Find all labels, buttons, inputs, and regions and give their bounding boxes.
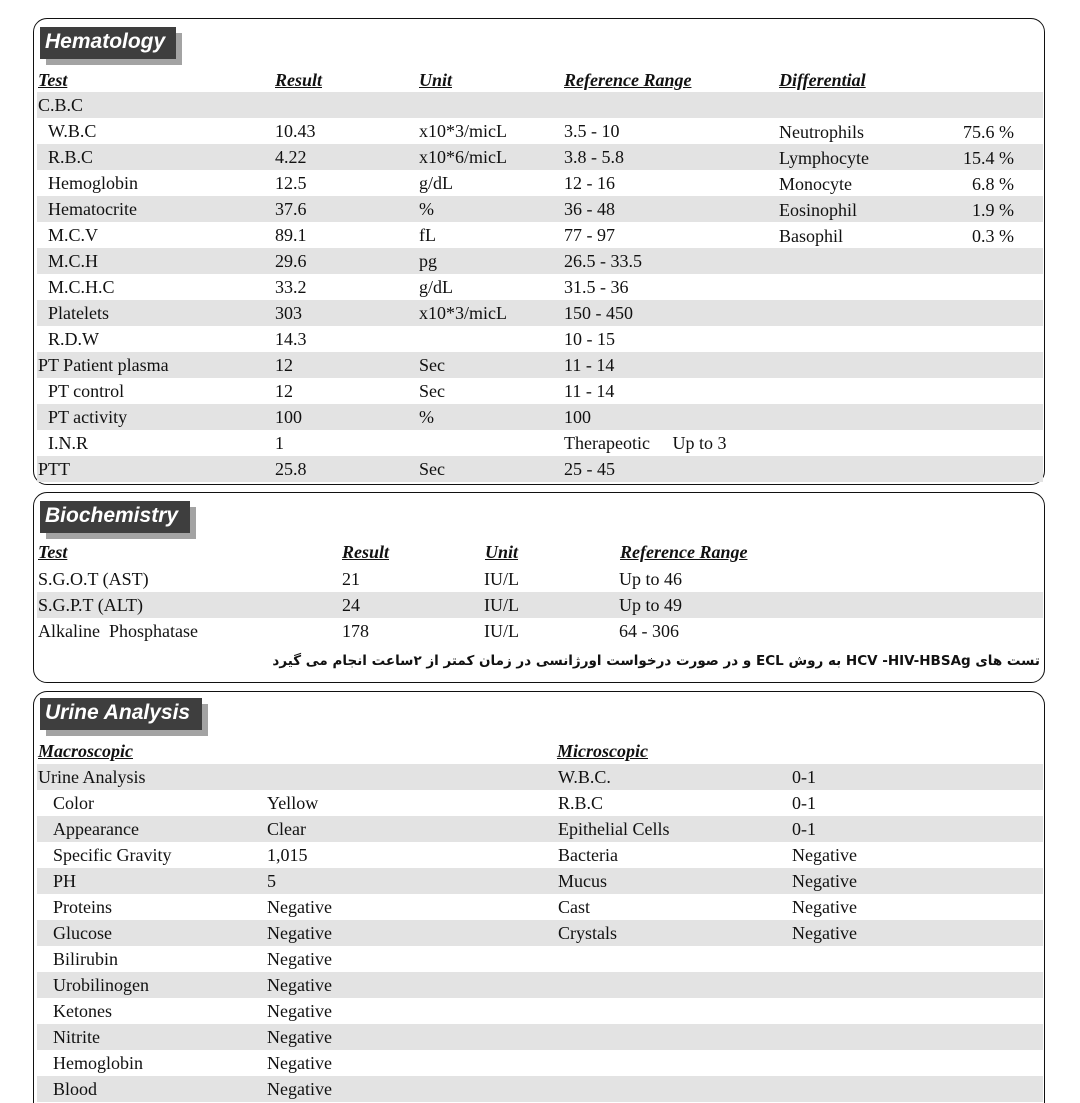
micro-name: W.B.C. [558, 767, 611, 787]
test-name: S.G.O.T (AST) [38, 569, 149, 589]
test-result: 1 [275, 433, 284, 453]
test-name: M.C.V [48, 225, 99, 245]
test-result: 10.43 [275, 121, 316, 141]
test-result: 12 [275, 381, 293, 401]
test-name: C.B.C [38, 95, 84, 115]
test-name: W.B.C [48, 121, 97, 141]
test-result: 25.8 [275, 459, 307, 479]
differential-name: Monocyte [779, 174, 852, 194]
test-unit: x10*6/micL [419, 147, 507, 167]
hematology-header-range: Reference Range [564, 70, 692, 90]
test-result: 100 [275, 407, 302, 427]
micro-value: Negative [792, 871, 857, 891]
differential-name: Lymphocyte [779, 148, 869, 168]
test-unit: pg [419, 251, 437, 271]
hematology-row [37, 352, 1043, 378]
macro-name: Glucose [53, 923, 112, 943]
macro-value: Negative [267, 1079, 332, 1099]
differential-name: Eosinophil [779, 200, 858, 220]
biochemistry-section [33, 492, 1045, 683]
macro-value: Negative [267, 1027, 332, 1047]
urine-header-microscopic: Microscopic [557, 741, 648, 761]
hematology-row [37, 430, 1043, 456]
test-unit: fL [419, 225, 436, 245]
test-result: 89.1 [275, 225, 307, 245]
test-range: 12 - 16 [564, 173, 615, 193]
test-unit: x10*3/micL [419, 121, 507, 141]
test-range: Therapeotic Up to 3 [564, 433, 727, 453]
hematology-row [37, 222, 1043, 248]
test-result: 14.3 [275, 329, 307, 349]
macro-name: Urine Analysis [38, 767, 146, 787]
test-result: 12 [275, 355, 293, 375]
biochemistry-header-range: Reference Range [620, 542, 748, 562]
test-range: 11 - 14 [564, 355, 615, 375]
hematology-header-result: Result [275, 70, 323, 90]
test-name: Platelets [48, 303, 109, 323]
hematology-row [37, 248, 1043, 274]
micro-value: 0-1 [792, 793, 816, 813]
test-name: S.G.P.T (ALT) [38, 595, 144, 615]
differential-value: 6.8 % [972, 174, 1014, 194]
macro-name: Ketones [53, 1001, 112, 1021]
test-range: Up to 49 [619, 595, 682, 615]
macro-name: Bilirubin [53, 949, 119, 969]
test-name: Hematocrite [48, 199, 137, 219]
test-result: 12.5 [275, 173, 307, 193]
macro-value: Negative [267, 1053, 332, 1073]
urine-row [37, 920, 1043, 946]
macro-value: 1,015 [267, 845, 308, 865]
test-result: 303 [275, 303, 302, 323]
test-range: 77 - 97 [564, 225, 615, 245]
test-range: 26.5 - 33.5 [564, 251, 642, 271]
test-result: 29.6 [275, 251, 307, 271]
urine-row [37, 946, 1043, 972]
urine-title: Urine Analysis [40, 698, 202, 730]
micro-value: 0-1 [792, 819, 816, 839]
urine-title-badge [40, 698, 202, 730]
differential-value: 15.4 % [963, 148, 1014, 168]
hematology-row [37, 92, 1043, 118]
macro-value: 5 [267, 871, 276, 891]
test-range: 11 - 14 [564, 381, 615, 401]
test-name: Hemoglobin [48, 173, 138, 193]
hematology-row [37, 326, 1043, 352]
hematology-row [37, 196, 1043, 222]
macro-value: Yellow [267, 793, 319, 813]
differential-name: Basophil [779, 226, 844, 246]
macro-value: Negative [267, 975, 332, 995]
test-range: 36 - 48 [564, 199, 615, 219]
hematology-title-badge [40, 27, 176, 59]
hematology-header-test: Test [38, 70, 68, 90]
test-name: PT activity [48, 407, 128, 427]
test-range: 3.8 - 5.8 [564, 147, 624, 167]
biochemistry-header-test: Test [38, 542, 68, 562]
macro-value: Negative [267, 1001, 332, 1021]
hematology-row [37, 300, 1043, 326]
urine-analysis-section [33, 691, 1045, 1103]
micro-value: Negative [792, 897, 857, 917]
test-unit: IU/L [484, 621, 519, 641]
macro-value: Negative [267, 949, 332, 969]
test-range: 31.5 - 36 [564, 277, 629, 297]
test-name: PT control [48, 381, 125, 401]
macro-name: PH [53, 871, 77, 891]
biochemistry-row [37, 566, 1043, 592]
hematology-header-differential: Differential [779, 70, 866, 90]
hematology-row [37, 378, 1043, 404]
urine-row [37, 1076, 1043, 1102]
test-result: 37.6 [275, 199, 307, 219]
test-unit: Sec [419, 459, 445, 479]
test-name: M.C.H [48, 251, 99, 271]
biochemistry-header-unit: Unit [485, 542, 519, 562]
test-range: 100 [564, 407, 591, 427]
test-range: 3.5 - 10 [564, 121, 620, 141]
test-unit: g/dL [419, 277, 453, 297]
differential-name: Neutrophils [779, 122, 864, 142]
macro-name: Appearance [53, 819, 139, 839]
micro-value: Negative [792, 923, 857, 943]
test-name: I.N.R [48, 433, 88, 453]
urine-row [37, 764, 1043, 790]
macro-name: Blood [53, 1079, 98, 1099]
micro-name: Crystals [558, 923, 618, 943]
macro-name: Specific Gravity [53, 845, 172, 865]
micro-name: Cast [558, 897, 591, 917]
macro-value: Negative [267, 897, 332, 917]
macro-value: Clear [267, 819, 306, 839]
macro-name: Nitrite [53, 1027, 100, 1047]
micro-value: Negative [792, 845, 857, 865]
test-unit: Sec [419, 381, 445, 401]
urine-row [37, 998, 1043, 1024]
biochemistry-title-badge [40, 501, 190, 533]
test-range: 10 - 15 [564, 329, 615, 349]
urine-row [37, 1050, 1043, 1076]
macro-name: Color [53, 793, 95, 813]
biochemistry-header-result: Result [342, 542, 390, 562]
test-name: M.C.H.C [48, 277, 115, 297]
micro-name: R.B.C [558, 793, 604, 813]
micro-value: 0-1 [792, 767, 816, 787]
hematology-row [37, 404, 1043, 430]
biochemistry-row [37, 592, 1043, 618]
test-name: PT Patient plasma [38, 355, 169, 375]
test-unit: Sec [419, 355, 445, 375]
hematology-title: Hematology [40, 27, 176, 59]
hematology-row [37, 118, 1043, 144]
test-result: 178 [342, 621, 369, 641]
test-range: 64 - 306 [619, 621, 679, 641]
urine-row [37, 894, 1043, 920]
macro-name: Urobilinogen [53, 975, 149, 995]
test-unit: IU/L [484, 569, 519, 589]
test-name: R.D.W [48, 329, 99, 349]
urine-row [37, 1024, 1043, 1050]
urine-row [37, 868, 1043, 894]
test-unit: IU/L [484, 595, 519, 615]
test-unit: x10*3/micL [419, 303, 507, 323]
hematology-header-unit: Unit [419, 70, 453, 90]
test-result: 21 [342, 569, 360, 589]
test-unit: % [419, 199, 434, 219]
test-range: 25 - 45 [564, 459, 615, 479]
urine-row [37, 790, 1043, 816]
urine-header-macroscopic: Macroscopic [38, 741, 133, 761]
urine-row [37, 842, 1043, 868]
macro-name: Proteins [53, 897, 113, 917]
test-name: PTT [38, 459, 71, 479]
biochemistry-row [37, 618, 1043, 644]
differential-value: 1.9 % [972, 200, 1014, 220]
test-result: 24 [342, 595, 360, 615]
test-name: Alkaline Phosphatase [38, 621, 198, 641]
micro-name: Mucus [558, 871, 607, 891]
ecl-test-note: تست های HCV -HIV-HBSAg به روش ECL و در صورت درخواست اورژانسی در زمان کمتر از ۲ساعت انجام می گیرد [272, 653, 1040, 669]
biochemistry-title: Biochemistry [40, 501, 190, 533]
hematology-row [37, 144, 1043, 170]
test-result: 33.2 [275, 277, 307, 297]
test-result: 4.22 [275, 147, 307, 167]
differential-value: 0.3 % [972, 226, 1014, 246]
test-name: R.B.C [48, 147, 94, 167]
macro-name: Hemoglobin [53, 1053, 143, 1073]
micro-name: Epithelial Cells [558, 819, 670, 839]
test-range: 150 - 450 [564, 303, 633, 323]
urine-row [37, 972, 1043, 998]
test-unit: g/dL [419, 173, 453, 193]
micro-name: Bacteria [558, 845, 618, 865]
hematology-section [33, 18, 1045, 485]
macro-value: Negative [267, 923, 332, 943]
test-range: Up to 46 [619, 569, 682, 589]
urine-row [37, 816, 1043, 842]
hematology-row [37, 170, 1043, 196]
differential-value: 75.6 % [963, 122, 1014, 142]
test-unit: % [419, 407, 434, 427]
hematology-row [37, 274, 1043, 300]
hematology-row [37, 456, 1043, 482]
